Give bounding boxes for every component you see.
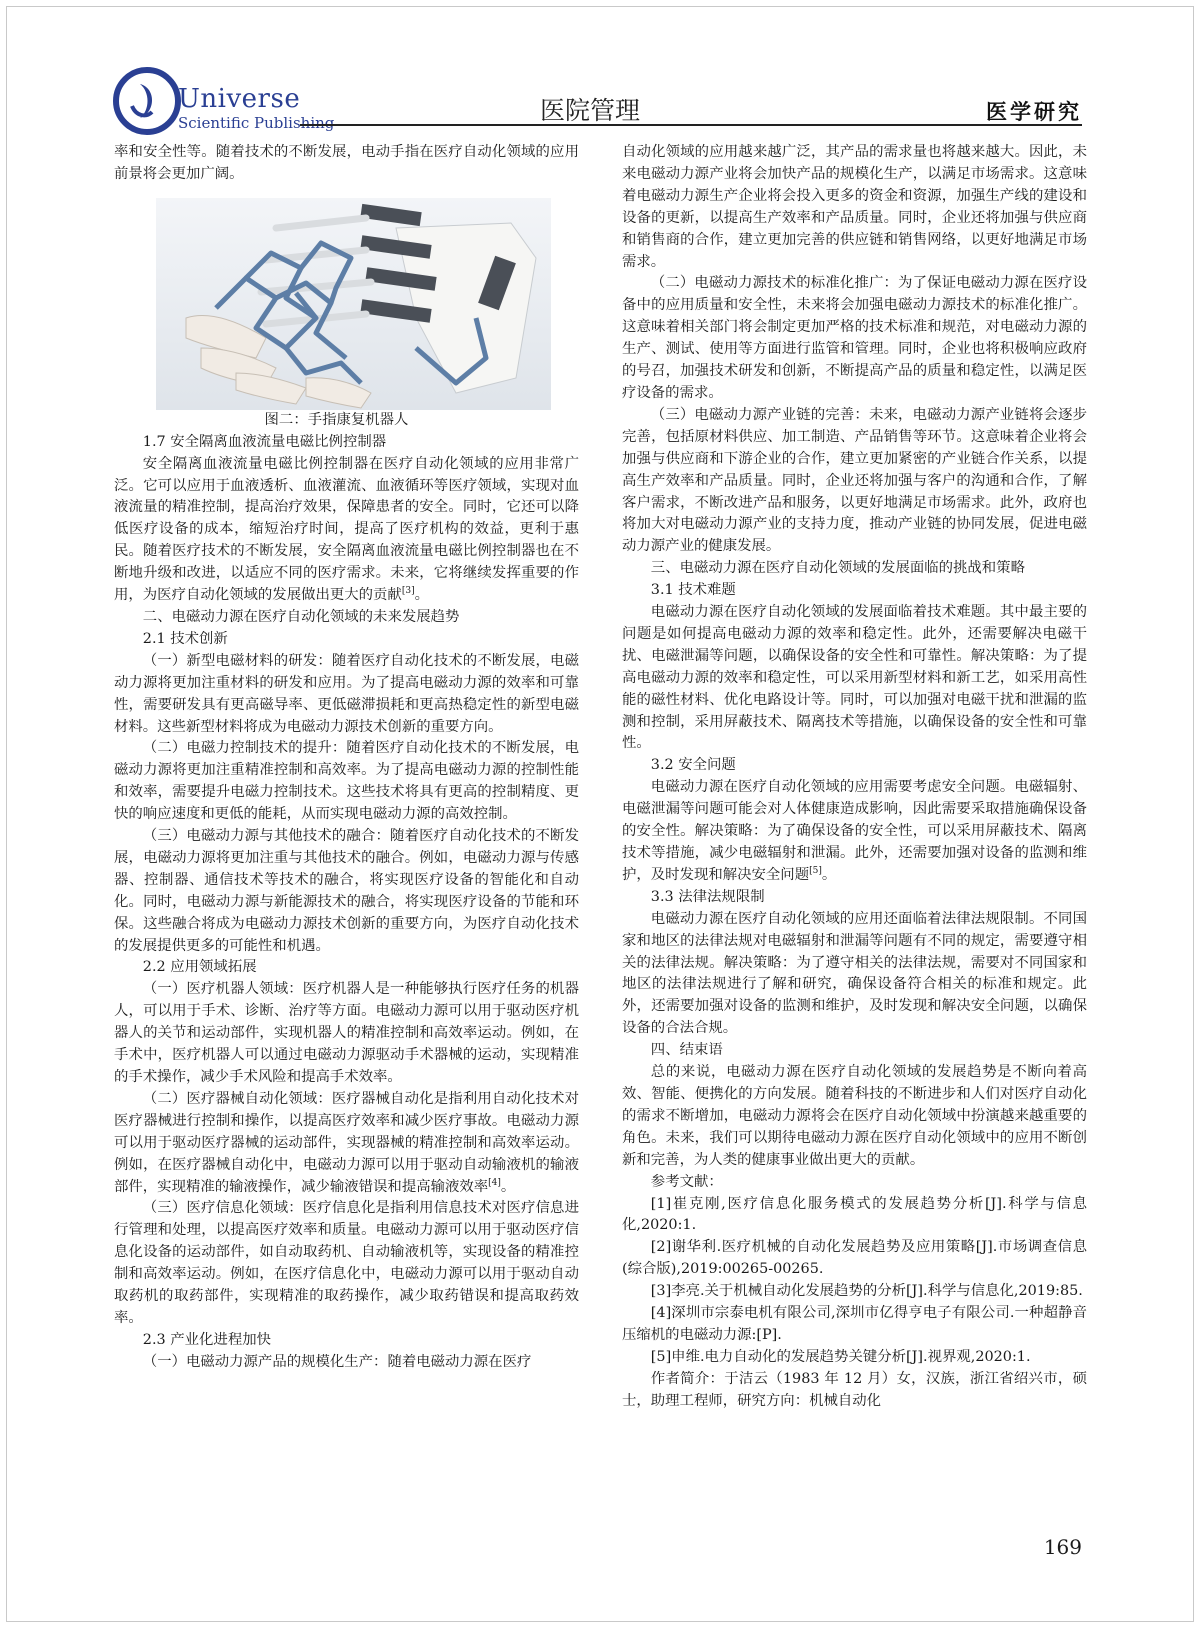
left-column [114,142,579,1374]
section-heading: 3.3 法律法规限制 [650,888,765,905]
reference-item: [4]深圳市宗泰电机有限公司,深圳市亿得亨电子有限公司.一种超静音压缩机的电磁动力源:[P]. [622,1305,1087,1343]
reference-item: [1]崔克刚,医疗信息化服务模式的发展趋势分析[J].科学与信息化,2020:1. [622,1195,1087,1234]
paragraph: 电磁动力源在医疗自动化领域的应用需要考虑安全问题。电磁辐射、电磁泄漏等问题可能会对人体健康造成影响，因此需要采取措施确保设备的安全性。解决策略：为了确保设备的安全性，可以采用屏蔽技术、隔离技术等措施，减少电磁辐射和泄漏。此外，还需要加强对设备的监测和维护，及时发现和解决安全问题[5]。 [622,779,1087,883]
paragraph: 电磁动力源在医疗自动化领域的应用还面临着法律法规限制。不同国家和地区的法律法规对电磁辐射和泄漏等问题有不同的规定，需要遵守相关的法律法规。解决策略：为了遵守相关的法律法规，需要对不同国家和地区的法律法规进行了解和研究，确保设备符合相关的标准和规定。此外，还需要加强对设备的监测和维护，及时发现和解决安全问题，以确保设备的合法合规。 [622,910,1087,1037]
paragraph: （二）电磁动力源技术的标准化推广：为了保证电磁动力源在医疗设备中的应用质量和安全性，未来将会加强电磁动力源技术的标准化推广。这意味着相关部门将会制定更加严格的技术标准和规范，对电磁动力源的生产、测试、使用等方面进行监管和管理。同时，企业也将积极响应政府的号召，加强技术研发和创新，不断提高产品的质量和稳定性，以满足医疗设备的需求。 [622,275,1087,401]
section-heading: 2.3 产业化进程加快 [142,1331,271,1348]
section-heading: 3.1 技术难题 [650,582,736,599]
header-rule [300,124,1082,126]
section-title: 医院管理 [540,96,641,125]
paragraph: （二）电磁力控制技术的提升：随着医疗自动化技术的不断发展，电磁动力源将更加注重精准控制和高效率。为了提高电磁动力源的控制性能和效率，需要提升电磁力控制技术。这些技术将具有更高的控制精度、更快的响应速度和更低的能耗，从而实现电磁动力源的高效控制。 [114,740,579,823]
citation: [3] [401,586,415,597]
reference-item: [2]谢华利.医疗机械的自动化发展趋势及应用策略[J].市场调查信息(综合版),2019:00265-00265. [622,1239,1087,1278]
figure-caption: 图二：手指康复机器人 [264,411,409,428]
author-bio: 作者简介：于洁云（1983 年 12 月）女，汉族，浙江省绍兴市，硕士，助理工程师，研究方向：机械自动化 [622,1370,1087,1409]
paragraph: （一）新型电磁材料的研发：随着医疗自动化技术的不断发展，电磁动力源将更加注重材料的研发和应用。为了提高电磁动力源的效率和可靠性，需要研发具有更高磁导率、更低磁滞损耗和更高热稳定性的新型电磁材料。这些新型材料将成为电磁动力源技术创新的重要方向。 [114,652,579,735]
section-heading: 二、电磁动力源在医疗自动化领域的未来发展趋势 [142,608,460,625]
paragraph: （一）医疗机器人领域：医疗机器人是一种能够执行医疗任务的机器人，可以用于手术、诊断、治疗等方面。电磁动力源可以用于驱动医疗机器人的关节和运动部件，实现机器人的精准控制和高效率运动。例如，在手术中，医疗机器人可以通过电磁动力源驱动手术器械的运动，实现精准的手术操作，减少手术风险和提高手术效率。 [114,981,579,1085]
right-column [622,142,1087,1413]
references-title: 参考文献： [650,1173,723,1190]
paragraph: （一）电磁动力源产品的规模化生产：随着电磁动力源在医疗 [142,1353,532,1370]
page-number: 169 [1043,1535,1082,1559]
section-heading: 2.1 技术创新 [142,630,228,647]
brand-name: Universe [178,84,301,114]
section-heading: 四、结束语 [650,1042,723,1059]
reference-item: [3]李亮.关于机械自动化发展趋势的分析[J].科学与信息化,2019:85. [650,1283,1083,1300]
paragraph: （三）医疗信息化领域：医疗信息化是指利用信息技术对医疗信息进行管理和处理，以提高医疗效率和质量。电磁动力源可以用于驱动医疗信息化设备的运动部件，如自动取药机、自动输液机等，实现设备的精准控制和高效率运动。例如，在医疗信息化中，电磁动力源可以用于驱动自动取药机的取药部件，实现精准的取药操作，减少取药错误和提高取药效率。 [114,1200,579,1326]
journal-title: 医学研究 [986,100,1082,124]
universe-logo-icon [112,66,182,136]
paragraph: （三）电磁动力源与其他技术的融合：随着医疗自动化技术的不断发展，电磁动力源将更加注重与其他技术的融合。例如，电磁动力源与传感器、控制器、通信技术等技术的融合，将实现医疗设备的智能化和自动化。同时，电磁动力源与新能源技术的融合，将实现医疗设备的节能和环保。这些融合将成为电磁动力源技术创新的重要方向，为医疗自动化技术的发展提供更多的可能性和机遇。 [114,828,579,954]
section-heading: 1.7 安全隔离血液流量电磁比例控制器 [142,433,387,450]
section-heading: 3.2 安全问题 [650,757,736,774]
finger-robot-image [156,198,551,410]
figure-finger-robot [156,198,551,410]
section-heading: 2.2 应用领域拓展 [142,959,257,976]
citation: [4] [488,1177,501,1188]
citation: [5] [809,866,822,877]
paragraph: 率和安全性等。随着技术的不断发展，电动手指在医疗自动化领域的应用前景将会更加广阔。 [114,144,579,182]
section-heading: 三、电磁动力源在医疗自动化领域的发展面临的挑战和策略 [650,560,1025,577]
paragraph: 自动化领域的应用越来越广泛，其产品的需求量也将越来越大。因此，未来电磁动力源产业将会加快产品的规模化生产，以满足市场需求。这意味着电磁动力源生产企业将会投入更多的资金和资源，加强生产线的建设和设备的更新，以提高生产效率和产品质量。同时，企业还将加强与供应商和销售商的合作，建立更加完善的供应链和销售网络，以更好地满足市场需求。 [622,144,1087,270]
paragraph: 总的来说，电磁动力源在医疗自动化领域的发展趋势是不断向着高效、智能、便携化的方向发展。随着科技的不断进步和人们对医疗自动化的需求不断增加，电磁动力源将会在医疗自动化领域中扮演越来越重要的角色。未来，我们可以期待电磁动力源在医疗自动化领域中的应用不断创新和完善，为人类的健康事业做出更大的贡献。 [622,1064,1087,1168]
paragraph: 安全隔离血液流量电磁比例控制器在医疗自动化领域的应用非常广泛。它可以应用于血液透析、血液灌流、血液循环等医疗领域，实现对血液流量的精准控制，提高治疗效果，保障患者的安全。同时，它还可以降低医疗设备的成本，缩短治疗时间，提高了医疗机构的效益，更利于惠民。随着医疗技术的不断发展，安全隔离血液流量电磁比例控制器也在不断地升级和改进，以适应不同的医疗需求。未来，它将继续发挥重要的作用，为医疗自动化领域的发展做出更大的贡献[3]。 [114,455,579,604]
reference-item: [5]申维.电力自动化的发展趋势关键分析[J].视界观,2020:1. [650,1348,1031,1365]
paragraph: （三）电磁动力源产业链的完善：未来，电磁动力源产业链将会逐步完善，包括原材料供应、加工制造、产品销售等环节。这意味着企业将会加强与供应商和下游企业的合作，建立更加紧密的产业链合作关系，以提高生产效率和产品质量。同时，企业还将加强与客户的沟通和合作，了解客户需求，不断改进产品和服务，以更好地满足市场需求。此外，政府也将加大对电磁动力源产业的支持力度，推动产业链的协同发展，促进电磁动力源产业的健康发展。 [622,406,1087,555]
paragraph: （二）医疗器械自动化领域：医疗器械自动化是指利用自动化技术对医疗器械进行控制和操作，以提高医疗效率和减少医疗事故。电磁动力源可以用于驱动医疗器械的运动部件，实现器械的精准控制和高效率运动。例如，在医疗器械自动化中，电磁动力源可以用于驱动自动输液机的输液部件，实现精准的输液操作，减少输液错误和提高输液效率[4]。 [114,1090,579,1195]
paragraph: 电磁动力源在医疗自动化领域的发展面临着技术难题。其中最主要的问题是如何提高电磁动力源的效率和稳定性。此外，还需要解决电磁干扰、电磁泄漏等问题，以确保设备的安全性和可靠性。解决策略：为了提高电磁动力源的效率和稳定性，可以采用新型材料和新工艺，如采用高性能的磁性材料、优化电路设计等。同时，可以加强对电磁干扰和泄漏的监测和控制，采用屏蔽技术、隔离技术等措施，以确保设备的安全性和可靠性。 [622,604,1087,752]
brand-subtitle: Scientific Publishing [178,114,335,132]
